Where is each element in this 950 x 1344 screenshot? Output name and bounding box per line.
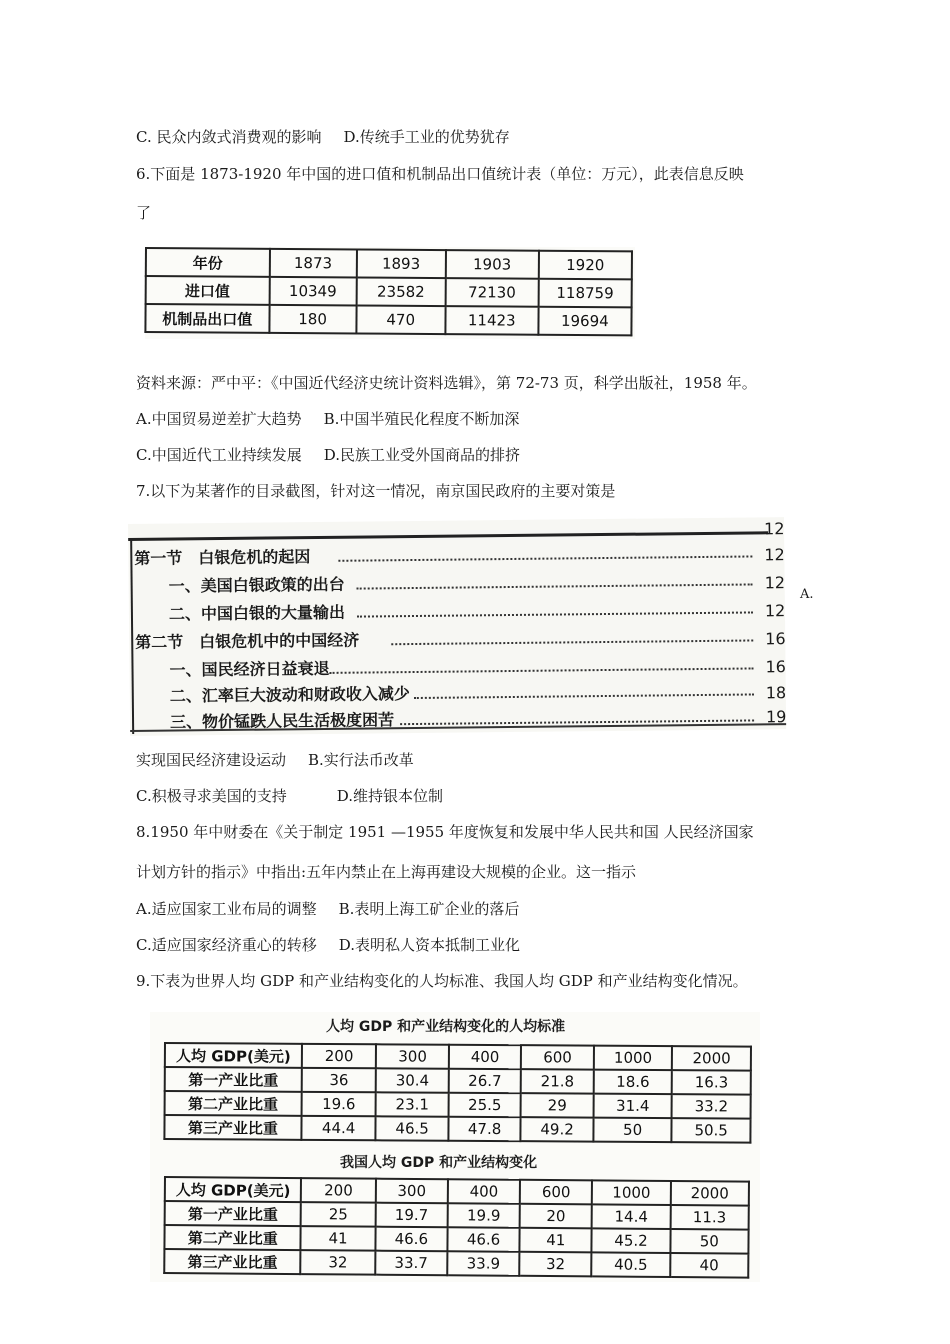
table-cell: 45.2 [592, 1228, 670, 1253]
table-cell: 23.1 [376, 1092, 449, 1116]
table-cell: 50 [670, 1229, 749, 1254]
table-cell: 2000 [672, 1046, 751, 1070]
table-cell: 50.5 [672, 1118, 751, 1142]
table-cell: 32 [301, 1250, 375, 1275]
toc-entry: 二、中国白银的大量输出 [168, 602, 346, 624]
toc-entry: 第一节 白银危机的起因 [134, 547, 311, 568]
q9-stem: 9.下表为世界人均 GDP 和产业结构变化的人均标准、我国人均 GDP 和产业结构变化情况。 [136, 972, 748, 990]
table-cell: 25 [301, 1202, 375, 1227]
q8-option-b: B.表明上海工矿企业的落后 [338, 900, 520, 918]
table-cell: 30.4 [376, 1068, 449, 1092]
table-cell: 400 [448, 1179, 520, 1204]
q8-option-a: A.适应国家工业布局的调整 [136, 900, 317, 918]
q7-option-b: B.实行法币改革 [308, 751, 414, 769]
table-cell: 44.4 [301, 1116, 376, 1140]
table-cell: 11423 [445, 306, 538, 335]
table-cell: 33.9 [447, 1251, 519, 1276]
table-cell: 人均 GDP(美元) [165, 1177, 302, 1202]
table-cell: 46.6 [375, 1227, 447, 1252]
q9-table1 [163, 1042, 752, 1144]
q6-header-cell: 1903 [446, 250, 539, 279]
q5-option-d: D.传统手工业的优势犹存 [343, 128, 510, 146]
table-cell: 40 [670, 1253, 749, 1278]
table-cell: 470 [356, 305, 445, 334]
q6-table-scan [145, 247, 635, 339]
q6-header-cell: 1873 [269, 249, 356, 278]
q6-header-cell: 1920 [539, 251, 632, 280]
table-row [165, 1067, 751, 1095]
table-cell: 第一产业比重 [165, 1201, 302, 1226]
table-cell: 300 [376, 1179, 448, 1204]
table-cell: 人均 GDP(美元) [165, 1043, 302, 1068]
q6-options-cd [136, 445, 520, 465]
q9-table2 [163, 1176, 750, 1279]
q8-option-c: C.适应国家经济重心的转移 [136, 936, 317, 954]
toc-entry: 一、国民经济日益衰退 [169, 658, 330, 680]
table-cell: 32 [519, 1252, 591, 1277]
q8-options-cd [136, 935, 520, 955]
table-cell: 16.3 [672, 1070, 751, 1094]
table-row [146, 276, 632, 307]
q7-options-cd [136, 786, 443, 806]
table-cell: 47.8 [448, 1117, 521, 1141]
q8-stem: 8.1950 年中财委在《关于制定 1951 —1955 年度恢复和发展中华人民共和国 人民经济国家 [136, 823, 754, 841]
table-cell: 33.2 [672, 1094, 751, 1118]
q6-options-ab [136, 409, 519, 429]
q7-options-ab [136, 750, 414, 770]
table-cell: 第三产业比重 [164, 1249, 301, 1274]
q9-tables-scan [150, 1012, 760, 1282]
table-cell: 31.4 [593, 1094, 672, 1118]
q7-option-c: C.积极寻求美国的支持 [136, 787, 287, 805]
toc-page-number: 12 [764, 573, 786, 593]
table-cell: 50 [593, 1118, 672, 1142]
toc-entry: 一、美国白银政策的出台 [168, 574, 345, 596]
table-cell: 41 [520, 1228, 592, 1253]
table-cell: 14.4 [592, 1204, 670, 1229]
table-cell: 第一产业比重 [165, 1067, 302, 1092]
toc-page-number: 16 [765, 629, 786, 649]
toc-page-number: 12 [763, 519, 785, 539]
toc-page-number: 19 [765, 707, 787, 727]
table-cell: 400 [449, 1045, 522, 1069]
q6-option-a: A.中国贸易逆差扩大趋势 [136, 410, 302, 428]
q6-stem: 6.下面是 1873-1920 年中国的进口值和机制品出口值统计表（单位：万元），此表信息反映 [136, 165, 744, 183]
table-cell: 机制品出口值 [145, 304, 269, 333]
table-cell: 41 [301, 1226, 375, 1251]
q6-header-cell: 1893 [356, 249, 445, 278]
table-cell: 600 [520, 1180, 592, 1205]
table-cell: 第二产业比重 [164, 1225, 301, 1250]
q6-option-b: B.中国半殖民化程度不断加深 [323, 410, 520, 428]
table-cell: 1000 [592, 1180, 670, 1205]
table-cell: 25.5 [448, 1093, 521, 1117]
q6-option-c: C.中国近代工业持续发展 [136, 446, 302, 464]
toc-entry: 第二节 白银危机中的中国经济 [135, 630, 360, 652]
q7-option-a-marker: A. [800, 587, 814, 602]
table-cell: 46.6 [447, 1227, 519, 1252]
toc-page-number: 16 [765, 657, 786, 677]
table-cell: 36 [302, 1068, 377, 1092]
table-cell: 19.9 [448, 1203, 520, 1228]
toc-entry: 二、汇率巨大波动和财政收入减少 [169, 684, 410, 706]
q6-source: 资料来源：严中平：《中国近代经济史统计资料选辑》，第 72-73 页，科学出版社，1958 年。 [136, 374, 757, 392]
toc-page-number: 12 [764, 545, 785, 565]
q6-stem-cont: 了 [136, 204, 152, 222]
table-cell: 18.6 [594, 1070, 673, 1094]
table-cell: 20 [520, 1204, 592, 1229]
table-cell: 40.5 [592, 1252, 670, 1277]
table-cell: 第三产业比重 [164, 1115, 301, 1140]
table-cell: 1000 [594, 1046, 673, 1070]
table-row [165, 1091, 751, 1119]
q6-table [144, 247, 633, 336]
table-row [164, 1115, 750, 1143]
toc-entry: 三、物价锰跌人民生活极度困苦 [169, 710, 395, 732]
table-cell: 19694 [538, 307, 631, 336]
q9-table1-caption: 人均 GDP 和产业结构变化的人均标准 [326, 1019, 566, 1035]
toc-page-number: 12 [764, 601, 786, 621]
q5-option-c: C. 民众内敛式消费观的影响 [136, 128, 322, 146]
table-cell: 46.5 [376, 1116, 449, 1140]
table-cell: 49.2 [521, 1117, 594, 1141]
q5-options-cd [136, 127, 510, 147]
table-cell: 26.7 [449, 1069, 522, 1093]
table-cell: 21.8 [521, 1069, 594, 1093]
table-cell: 进口值 [146, 276, 270, 305]
table-cell: 2000 [670, 1181, 749, 1206]
table-cell: 600 [521, 1045, 594, 1069]
q8-options-ab [136, 899, 519, 919]
table-row [164, 1249, 748, 1278]
q7-stem: 7.以下为某著作的目录截图，针对这一情况，南京国民政府的主要对策是 [136, 482, 616, 500]
q7-option-a-text: 实现国民经济建设运动 [136, 751, 287, 769]
table-cell: 300 [376, 1044, 449, 1068]
table-cell: 19.7 [375, 1203, 447, 1228]
q6-option-d: D.民族工业受外国商品的排挤 [323, 446, 520, 464]
q8-stem-cont: 计划方针的指示》中指出:五年内禁止在上海再建设大规模的企业。这一指示 [136, 863, 637, 881]
table-cell: 第二产业比重 [165, 1091, 302, 1116]
table-cell: 72130 [445, 278, 538, 307]
table-cell: 33.7 [375, 1251, 447, 1276]
table-cell: 29 [521, 1093, 594, 1117]
q7-option-d: D.维持银本位制 [336, 787, 443, 805]
table-cell: 10349 [269, 277, 356, 306]
table-row [145, 304, 631, 335]
table-cell: 19.6 [301, 1092, 376, 1116]
table-cell: 118759 [538, 279, 631, 308]
table-cell: 200 [302, 1044, 377, 1068]
q8-option-d: D.表明私人资本抵制工业化 [338, 936, 520, 954]
q6-header-cell: 年份 [146, 248, 270, 277]
table-cell: 11.3 [670, 1205, 749, 1230]
table-cell: 23582 [356, 277, 445, 306]
q9-table2-caption: 我国人均 GDP 和产业结构变化 [340, 1155, 538, 1171]
toc-page-number: 18 [765, 683, 787, 703]
table-cell: 200 [301, 1178, 375, 1203]
table-cell: 180 [269, 305, 356, 334]
q7-toc-scan [128, 517, 786, 736]
